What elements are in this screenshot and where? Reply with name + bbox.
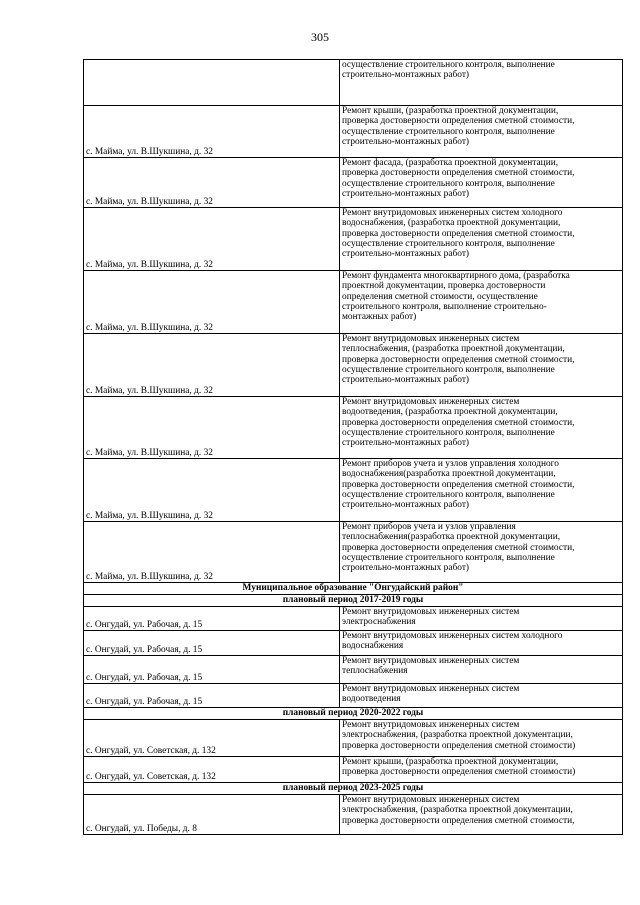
table-row (84, 397, 623, 459)
work-description-line: проверка достоверности определения сметной стоимости, (342, 168, 575, 179)
work-description-line: водоотведения, (разработка проектной документации, (342, 407, 558, 418)
work-description-line: Ремонт внутридомовых инженерных систем (342, 720, 520, 730)
work-description-line: строительно-монтажных работ) (342, 500, 470, 511)
section-heading-row (84, 708, 623, 720)
table-row (84, 720, 623, 757)
work-description-line: строительно-монтажных работ) (342, 70, 470, 81)
work-description-line: теплоснабжения, (разработка проектной документации, (342, 344, 565, 355)
work-description-line: проверка достоверности определения сметной стоимости) (342, 740, 576, 751)
work-description-cell (340, 271, 623, 334)
work-description-line: осуществление строительного контроля, выполнение (342, 60, 555, 70)
work-description-line: проверка достоверности определения сметной стоимости, (342, 417, 575, 428)
table-row (84, 334, 623, 397)
table-row (84, 60, 623, 106)
address-cell: с. Майма, ул. В.Шукшина, д. 32 (84, 397, 340, 459)
work-description-line: теплоснабжения (342, 666, 408, 677)
work-description-line: определения сметной стоимости, осуществление (342, 291, 538, 302)
work-description-line: водоснабжения, (разработка проектной документации, (342, 218, 561, 229)
work-description-line: водоотведения (342, 694, 401, 705)
work-description-line: электроснабжения, (разработка проектной документации, (342, 805, 573, 816)
work-description-line: осуществление строительного контроля, выполнение (342, 238, 555, 249)
table-row (84, 656, 623, 684)
table-row (84, 271, 623, 334)
work-description-line: водоснабжения (342, 641, 404, 652)
work-description-line: электроснабжения, (разработка проектной документации, (342, 730, 573, 741)
work-description-line: осуществление строительного контроля, выполнение (342, 178, 555, 189)
address-cell: с. Майма, ул. В.Шукшина, д. 32 (84, 158, 340, 208)
work-description-line: теплоснабжения(разработка проектной документации, (342, 532, 561, 543)
table-row (84, 158, 623, 208)
work-description-cell (340, 684, 623, 708)
work-description-cell (340, 158, 623, 208)
page-number: 305 (311, 30, 329, 44)
work-description-line: Ремонт внутридомовых инженерных систем (342, 334, 520, 344)
work-description-line: строительно-монтажных работ) (342, 249, 470, 260)
section-heading: плановый период 2023-2025 годы (84, 783, 623, 795)
table-row (84, 607, 623, 631)
address-cell: с. Онгудай, ул. Советская, д. 132 (84, 720, 340, 757)
address-cell: с. Майма, ул. В.Шукшина, д. 32 (84, 208, 340, 271)
work-description-line: проверка достоверности определения сметной стоимости, (342, 228, 575, 239)
address-cell: с. Онгудай, ул. Рабочая, д. 15 (84, 684, 340, 708)
work-description-line: водоснабжения(разработка проектной документации, (342, 469, 556, 480)
table-row (84, 459, 623, 522)
work-description-cell (340, 334, 623, 397)
address-cell: с. Онгудай, ул. Рабочая, д. 15 (84, 631, 340, 656)
work-description-cell (340, 656, 623, 684)
work-description-line: Ремонт крыши, (разработка проектной документации, (342, 106, 559, 116)
address-cell: с. Онгудай, ул. Советская, д. 132 (84, 757, 340, 783)
address-cell: с. Майма, ул. В.Шукшина, д. 32 (84, 522, 340, 583)
work-plan-table (83, 59, 623, 835)
work-description-cell (340, 106, 623, 158)
work-description-cell (340, 757, 623, 783)
work-description-cell (340, 795, 623, 835)
address-cell: с. Майма, ул. В.Шукшина, д. 32 (84, 459, 340, 522)
work-description-line: проверка достоверности определения сметной стоимости) (342, 767, 576, 778)
work-description-line: проверка достоверности определения сметной стоимости, (342, 354, 575, 365)
work-description-line: Ремонт фасада, (разработка проектной документации, (342, 158, 559, 168)
table-row (84, 631, 623, 656)
work-description-cell (340, 60, 623, 106)
table-row (84, 757, 623, 783)
work-description-cell (340, 607, 623, 631)
work-description-line: Ремонт крыши, (разработка проектной документации, (342, 757, 559, 767)
section-heading-row (84, 595, 623, 607)
work-description-line: Ремонт внутридомовых инженерных систем холодного (342, 631, 563, 641)
address-cell: с. Онгудай, ул. Рабочая, д. 15 (84, 656, 340, 684)
section-heading: плановый период 2017-2019 годы (84, 595, 623, 607)
work-description-line: Ремонт внутридомовых инженерных систем (342, 607, 520, 617)
table-row (84, 106, 623, 158)
work-description-cell (340, 720, 623, 757)
work-description-line: Ремонт внутридомовых инженерных систем холодного (342, 208, 563, 218)
work-description-line: проверка достоверности определения сметной стоимости, (342, 542, 575, 553)
work-description-cell (340, 459, 623, 522)
table-body (84, 60, 623, 835)
work-description-line: Ремонт приборов учета и узлов управления (342, 522, 516, 532)
work-description-line: осуществление строительного контроля, выполнение (342, 427, 555, 438)
work-description-line: осуществление строительного контроля, выполнение (342, 489, 555, 500)
address-cell: с. Онгудай, ул. Победы, д. 8 (84, 795, 340, 835)
work-description-line: проверка достоверности определения сметной стоимости, (342, 479, 575, 490)
work-description-line: строительно-монтажных работ) (342, 188, 470, 199)
work-description-line: проектной документации, проверка достоверности (342, 281, 546, 292)
work-description-line: строительно-монтажных работ) (342, 563, 470, 574)
section-heading: плановый период 2020-2022 годы (84, 708, 623, 720)
address-cell: с. Онгудай, ул. Рабочая, д. 15 (84, 607, 340, 631)
work-description-line: Ремонт внутридомовых инженерных систем (342, 397, 520, 407)
work-description-line: строительного контроля, выполнение строительно- (342, 301, 547, 312)
work-description-line: строительно-монтажных работ) (342, 375, 470, 386)
table-row (84, 795, 623, 835)
work-description-line: осуществление строительного контроля, выполнение (342, 126, 555, 137)
section-heading-row (84, 783, 623, 795)
work-description-line: строительно-монтажных работ) (342, 438, 470, 449)
work-description-line: проверка достоверности определения сметной стоимости, (342, 815, 575, 826)
work-description-cell (340, 631, 623, 656)
section-heading-row (84, 583, 623, 595)
work-description-cell (340, 397, 623, 459)
address-cell: с. Майма, ул. В.Шукшина, д. 32 (84, 106, 340, 158)
section-heading: Муниципальное образование "Онгудайский район" (84, 583, 623, 595)
work-description-line: электроснабжения (342, 617, 416, 628)
work-description-line: проверка достоверности определения сметной стоимости, (342, 116, 575, 127)
work-description-line: осуществление строительного контроля, выполнение (342, 552, 555, 563)
table-row (84, 208, 623, 271)
work-description-line: строительно-монтажных работ) (342, 136, 470, 147)
table-row (84, 522, 623, 583)
work-description-line: Ремонт внутридомовых инженерных систем (342, 795, 520, 805)
work-description-line: Ремонт приборов учета и узлов управления холодного (342, 459, 559, 469)
work-description-line: Ремонт внутридомовых инженерных систем (342, 656, 520, 666)
address-cell: с. Майма, ул. В.Шукшина, д. 32 (84, 334, 340, 397)
work-description-line: Ремонт фундамента многоквартирного дома, (разработка (342, 271, 570, 281)
work-description-cell (340, 208, 623, 271)
work-description-line: осуществление строительного контроля, выполнение (342, 364, 555, 375)
table-row (84, 684, 623, 708)
work-description-line: Ремонт внутридомовых инженерных систем (342, 684, 520, 694)
address-cell (84, 60, 340, 106)
work-description-cell (340, 522, 623, 583)
address-cell: с. Майма, ул. В.Шукшина, д. 32 (84, 271, 340, 334)
work-description-line: монтажных работ) (342, 312, 417, 323)
